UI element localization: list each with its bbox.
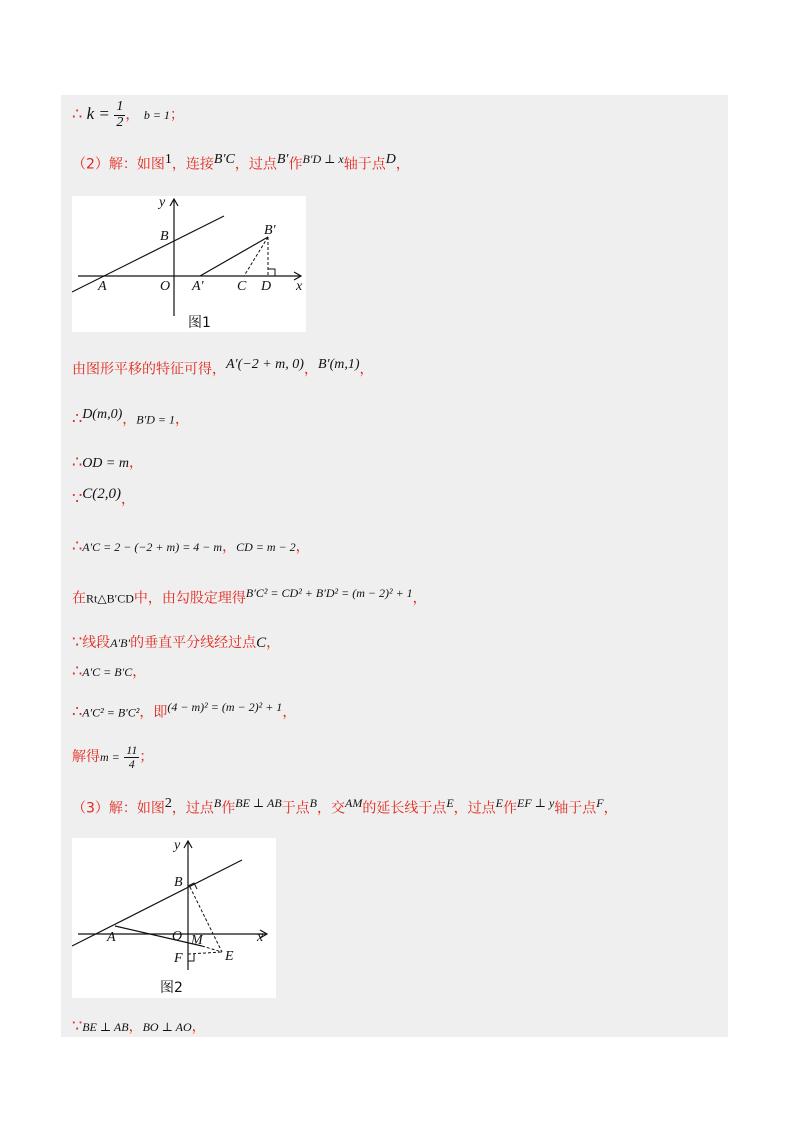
comma: ，	[303, 361, 318, 378]
mid-text: 的垂直平分线经过点	[130, 635, 257, 651]
label-ap: A′	[192, 279, 204, 294]
semicolon: ；	[169, 107, 184, 124]
end-comma: ，	[412, 590, 427, 607]
make-text: 作	[221, 800, 236, 817]
right-angle-mark-f-icon	[188, 954, 194, 961]
line-bisector	[72, 632, 280, 652]
label-a: A	[98, 279, 107, 294]
end-comma: ，	[603, 800, 618, 817]
squared-equality: A′C² = B′C²	[82, 705, 140, 720]
figure-1	[72, 196, 306, 332]
bpd-equals: B′D = 1	[136, 412, 175, 427]
point-e-2: E	[495, 796, 504, 810]
figure-1-drawing	[72, 196, 306, 332]
translation-text: 由图形平移的特征可得，	[72, 361, 226, 378]
axis-text: 轴于点	[554, 800, 597, 817]
end-comma: ，	[128, 455, 143, 471]
label-f: F	[174, 951, 183, 966]
segment-bpc-dashed	[244, 237, 268, 276]
at-text: 于点	[281, 800, 310, 817]
label-d: D	[261, 279, 272, 294]
comma: ，	[222, 539, 237, 555]
line-perpendiculars	[72, 1016, 206, 1036]
part2-lead: （2）解：如图	[72, 156, 165, 173]
point-b-foot: B	[309, 796, 317, 810]
perp-ef-y: EF ⊥ y	[517, 796, 555, 810]
end-comma: ，	[266, 635, 281, 651]
because-symbol: ∵	[72, 1016, 83, 1035]
pre-text: 线段	[82, 635, 111, 651]
fraction-one-half	[114, 100, 125, 130]
line-c-coords	[72, 486, 135, 509]
point-b: B	[213, 796, 222, 810]
bo-perp-ao: BO ⊥ AO	[142, 1020, 192, 1034]
comma: ，	[125, 107, 140, 124]
label-b: B	[160, 229, 169, 244]
comma: ，	[128, 1019, 143, 1035]
label-o: O	[172, 929, 183, 944]
point-d: D	[385, 152, 396, 167]
figure-number: 1	[164, 152, 172, 167]
line-part2-intro	[72, 152, 410, 174]
line-pythagoras	[72, 586, 427, 608]
figure-number: 2	[164, 796, 172, 811]
perp-expression: B′D ⊥ x	[302, 152, 344, 166]
mid-text: 中，由勾股定理得	[133, 590, 246, 607]
because-symbol: ∵	[72, 488, 83, 508]
point-ap-coords: A′(−2 + m, 0)	[226, 357, 304, 372]
label-y: y	[174, 838, 181, 853]
m-equals: m =	[100, 750, 120, 765]
label-c: C	[237, 279, 247, 294]
line-translation	[72, 357, 374, 379]
therefore-symbol: ∴	[72, 452, 83, 471]
comma: ，	[122, 411, 137, 428]
line-ab	[72, 860, 242, 946]
ext-text: 的延长线于点	[362, 800, 447, 817]
label-x: x	[296, 279, 303, 294]
end-comma: ，	[132, 664, 147, 680]
label-o: O	[160, 279, 171, 294]
label-b: B	[174, 875, 183, 890]
segment-ef-dashed	[188, 952, 222, 954]
pre-text: 解得	[72, 749, 100, 766]
figure-1-caption: 图1	[188, 315, 211, 331]
be-perp-ab: BE ⊥ AB	[82, 1020, 129, 1034]
label-e: E	[225, 949, 234, 964]
through-text: ，过点	[171, 800, 214, 817]
axis-text: 轴于点	[343, 156, 386, 173]
end-semicolon: ；	[139, 749, 154, 766]
point-bp: B′	[276, 152, 289, 167]
segment-bpc: B′C	[213, 152, 235, 167]
point-e: E	[446, 796, 454, 810]
part3-lead: （3）解：如图	[72, 800, 165, 817]
fraction-numerator: 11	[126, 743, 138, 757]
point-c-coords: C(2,0)	[82, 486, 121, 502]
segment-apbp: A′B′	[110, 636, 131, 650]
label-y: y	[159, 196, 166, 210]
label-m: M	[191, 933, 203, 948]
line-apc-cd	[72, 536, 310, 556]
pythagoras-equation: B′C² = CD² + B′D² = (m − 2)² + 1	[245, 586, 413, 600]
point-f: F	[596, 796, 604, 810]
cross-text: ，交	[317, 800, 345, 817]
m-equation: (4 − m)² = (m − 2)² + 1	[167, 700, 283, 714]
therefore-symbol: ∴	[72, 104, 83, 124]
perp-be-ab: BE ⊥ AB	[235, 796, 282, 810]
figure-2-drawing	[72, 838, 276, 998]
line-part3-intro	[72, 796, 618, 818]
cd-equation: CD = m − 2	[236, 540, 296, 554]
line-d-coords	[72, 407, 189, 429]
fraction-numerator: 1	[116, 99, 124, 114]
right-angle-mark-icon	[268, 269, 275, 276]
apc-equation: A′C = 2 − (−2 + m) = 4 − m	[82, 540, 223, 554]
therefore-symbol: ∴	[72, 536, 83, 555]
k-equals: k =	[86, 104, 110, 124]
b-equals: b = 1	[143, 108, 170, 123]
line-solve-m	[72, 744, 153, 770]
line-squared-equation	[72, 700, 296, 722]
fraction-denominator: 2	[116, 114, 124, 130]
end-comma: ，	[359, 361, 374, 378]
end-comma: ，	[282, 704, 297, 721]
segment-am	[115, 926, 202, 946]
od-equals: OD = m	[82, 456, 129, 471]
segment-am: AM	[345, 796, 363, 810]
label-x: x	[257, 930, 264, 945]
label-bp: B′	[264, 223, 276, 238]
segment-apbp	[200, 237, 268, 276]
end-comma: ，	[191, 1019, 206, 1035]
figure-2-caption: 图2	[160, 980, 183, 996]
connect-text: ，连接	[171, 156, 214, 173]
line-k-b	[72, 100, 184, 130]
through-text-2: ，过点	[453, 800, 496, 817]
therefore-symbol: ∴	[72, 661, 83, 680]
end-comma: ，	[395, 156, 410, 173]
mid-text: ，即	[139, 704, 168, 721]
through-text: ，过点	[234, 156, 277, 173]
triangle-name: Rt△B′CD	[86, 591, 134, 606]
end-comma: ，	[120, 491, 135, 508]
line-apc-equals-bpc	[72, 661, 146, 681]
end-comma: ，	[174, 411, 189, 428]
make-text-2: 作	[503, 800, 518, 817]
end-comma: ，	[295, 539, 310, 555]
therefore-symbol: ∴	[72, 408, 83, 428]
make-text: 作	[288, 156, 303, 173]
therefore-symbol: ∴	[72, 701, 83, 721]
point-c: C	[256, 635, 267, 651]
pre-text: 在	[72, 590, 86, 607]
point-bp-coords: B′(m,1)	[317, 357, 360, 372]
line-od	[72, 452, 143, 472]
apc-bpc-equation: A′C = B′C	[82, 665, 133, 679]
point-d-coords: D(m,0)	[82, 407, 123, 422]
fraction-denominator: 4	[128, 756, 135, 771]
fraction-eleven-fourths	[124, 744, 139, 770]
because-symbol: ∵	[72, 632, 83, 651]
figure-2	[72, 838, 276, 998]
label-a: A	[107, 930, 116, 945]
